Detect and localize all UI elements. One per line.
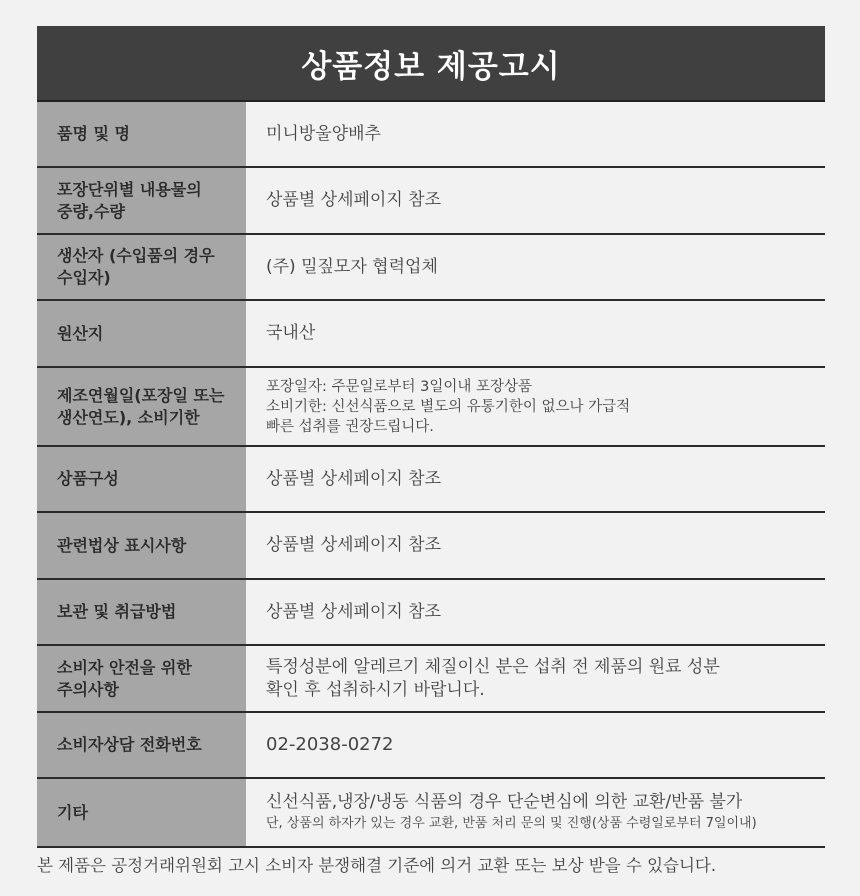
row-value (246, 513, 825, 578)
row-label-manufacture-date (37, 368, 246, 445)
row-value (246, 447, 825, 511)
value-line: 신선식품,냉장/냉동 식품의 경우 단순변심에 의한 교환/반품 불가 (266, 792, 743, 812)
table-row (37, 235, 825, 301)
table-row (37, 168, 825, 235)
label-line: 생산자 (수입품의 경우 (57, 246, 215, 265)
label-line: 중량,수량 (57, 201, 125, 221)
row-label-legal-notice: 관련법상 표시사항 (37, 513, 246, 578)
value-line: 상품별 상세페이지 참조 (266, 601, 442, 622)
value-line: (주) 밀짚모자 협력업체 (266, 256, 438, 277)
row-label-weight-quantity (37, 168, 246, 233)
value-line: 소비기한: 신선식품으로 별도의 유통기한이 없으나 가급적 (266, 398, 631, 415)
value-line: 특정성분에 알레르기 체질이신 분은 섭취 전 제품의 원료 성분 (266, 656, 720, 677)
footer-note: 본 제품은 공정거래위원회 고시 소비자 분쟁해결 기준에 의거 교환 또는 보상 받을 수 있습니다. (37, 856, 717, 875)
value-line: 상품별 상세페이지 참조 (266, 535, 442, 555)
row-label-safety (37, 646, 246, 711)
row-value (246, 646, 825, 711)
value-line: 상품별 상세페이지 참조 (266, 468, 442, 489)
row-value (246, 301, 825, 366)
row-label-composition: 상품구성 (37, 447, 246, 511)
table-row (37, 580, 825, 646)
value-line: 확인 후 섭취하시기 바랍니다. (266, 679, 485, 700)
product-info-table (37, 26, 825, 848)
row-label-phone: 소비자상담 전화번호 (37, 713, 246, 777)
value-line: 단, 상품의 하자가 있는 경우 교환, 반품 처리 문의 및 진행(상품 수령일로부터 7일이내) (266, 816, 757, 831)
label-line: 생산연도), 소비기한 (57, 407, 200, 427)
table-title: 상품정보 제공고시 (37, 26, 825, 102)
value-line: 국내산 (266, 323, 316, 343)
table-row (37, 368, 825, 447)
value-line: 포장일자: 주문일로부터 3일이내 포장상품 (266, 378, 533, 395)
value-line: 빠른 섭취를 권장드립니다. (266, 418, 434, 435)
row-label-storage: 보관 및 취급방법 (37, 580, 246, 644)
label-line: 주의사항 (57, 679, 119, 699)
table-row (37, 513, 825, 580)
value-line: 미니방울양배추 (266, 123, 381, 144)
row-label-etc: 기타 (37, 779, 246, 846)
table-row (37, 102, 825, 168)
label-line: 수입자) (57, 268, 111, 287)
value-line: 상품별 상세페이지 참조 (266, 190, 442, 210)
row-label-product-name: 품명 및 명 (37, 102, 246, 166)
label-line: 소비자 안전을 위한 (57, 657, 192, 677)
row-value (246, 713, 825, 777)
table-row (37, 713, 825, 779)
row-value (246, 102, 825, 166)
phone-number: 02-2038-0272 (266, 734, 394, 755)
table-row (37, 646, 825, 713)
row-value (246, 235, 825, 299)
table-row (37, 447, 825, 513)
label-line: 제조연월일(포장일 또는 (57, 385, 225, 405)
row-label-origin: 원산지 (37, 301, 246, 366)
table-row (37, 301, 825, 368)
row-value (246, 580, 825, 644)
table-row (37, 779, 825, 848)
row-value (246, 779, 825, 846)
row-value (246, 368, 825, 445)
label-line: 포장단위별 내용물의 (57, 179, 202, 199)
row-value (246, 168, 825, 233)
row-label-manufacturer (37, 235, 246, 299)
